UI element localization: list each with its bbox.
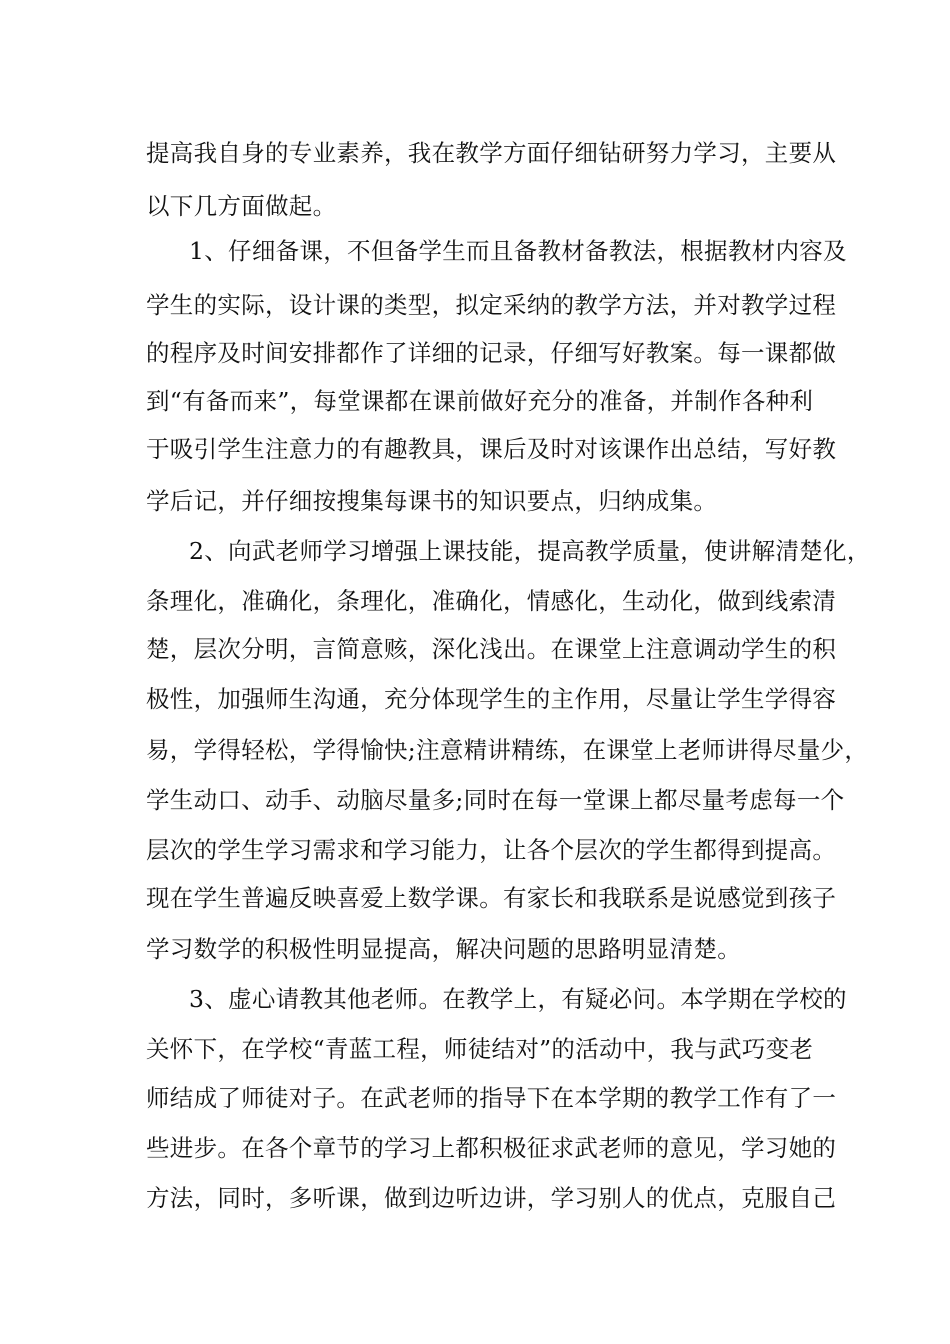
text-line: 学生动口、动手、动脑尽量多;同时在每一堂课上都尽量考虑每一个 bbox=[146, 786, 845, 814]
text-line: 提高我自身的专业素养，我在教学方面仔细钻研努力学习，主要从 bbox=[146, 139, 837, 167]
text-line: 极性，加强师生沟通，充分体现学生的主作用，尽量让学生学得容 bbox=[146, 685, 837, 713]
text-line: 关怀下，在学校“青蓝工程，师徒结对”的活动中，我与武巧变老 bbox=[146, 1035, 814, 1063]
text-line: 的程序及时间安排都作了详细的记录，仔细写好教案。每一课都做 bbox=[146, 339, 837, 367]
text-line: 条理化，准确化，条理化，准确化，情感化，生动化，做到线索清 bbox=[146, 587, 837, 615]
text-line: 些进步。在各个章节的学习上都积极征求武老师的意见，学习她的 bbox=[146, 1134, 837, 1162]
text-line: 学习数学的积极性明显提高，解决问题的思路明显清楚。 bbox=[146, 935, 741, 963]
text-line: 现在学生普遍反映喜爱上数学课。有家长和我联系是说感觉到孩子 bbox=[146, 884, 837, 912]
text-line: 学后记，并仔细按搜集每课书的知识要点，归纳成集。 bbox=[146, 487, 718, 515]
paragraph-3-start: 3、虚心请教其他老师。在教学上，有疑必问。本学期在学校的 bbox=[189, 985, 847, 1013]
text-line: 易，学得轻松，学得愉快;注意精讲精练，在课堂上老师讲得尽量少， bbox=[146, 736, 869, 764]
text-line: 以下几方面做起。 bbox=[146, 192, 337, 220]
text-line: 方法，同时，多听课，做到边听边讲，学习别人的优点，克服自己 bbox=[146, 1184, 837, 1212]
text-line: 到“有备而来”，每堂课都在课前做好充分的准备，并制作各种利 bbox=[146, 387, 814, 415]
text-line: 层次的学生学习需求和学习能力，让各个层次的学生都得到提高。 bbox=[146, 836, 837, 864]
text-line: 学生的实际，设计课的类型，拟定采纳的教学方法，并对教学过程 bbox=[146, 291, 837, 319]
text-line: 于吸引学生注意力的有趣教具，课后及时对该课作出总结，写好教 bbox=[146, 435, 837, 463]
text-line: 师结成了师徒对子。在武老师的指导下在本学期的教学工作有了一 bbox=[146, 1084, 837, 1112]
paragraph-1-start: 1、仔细备课，不但备学生而且备教材备教法，根据教材内容及 bbox=[189, 237, 847, 265]
text-line: 楚，层次分明，言简意赅，深化浅出。在课堂上注意调动学生的积 bbox=[146, 635, 837, 663]
paragraph-2-start: 2、向武老师学习增强上课技能，提高教学质量，使讲解清楚化， bbox=[189, 537, 871, 565]
